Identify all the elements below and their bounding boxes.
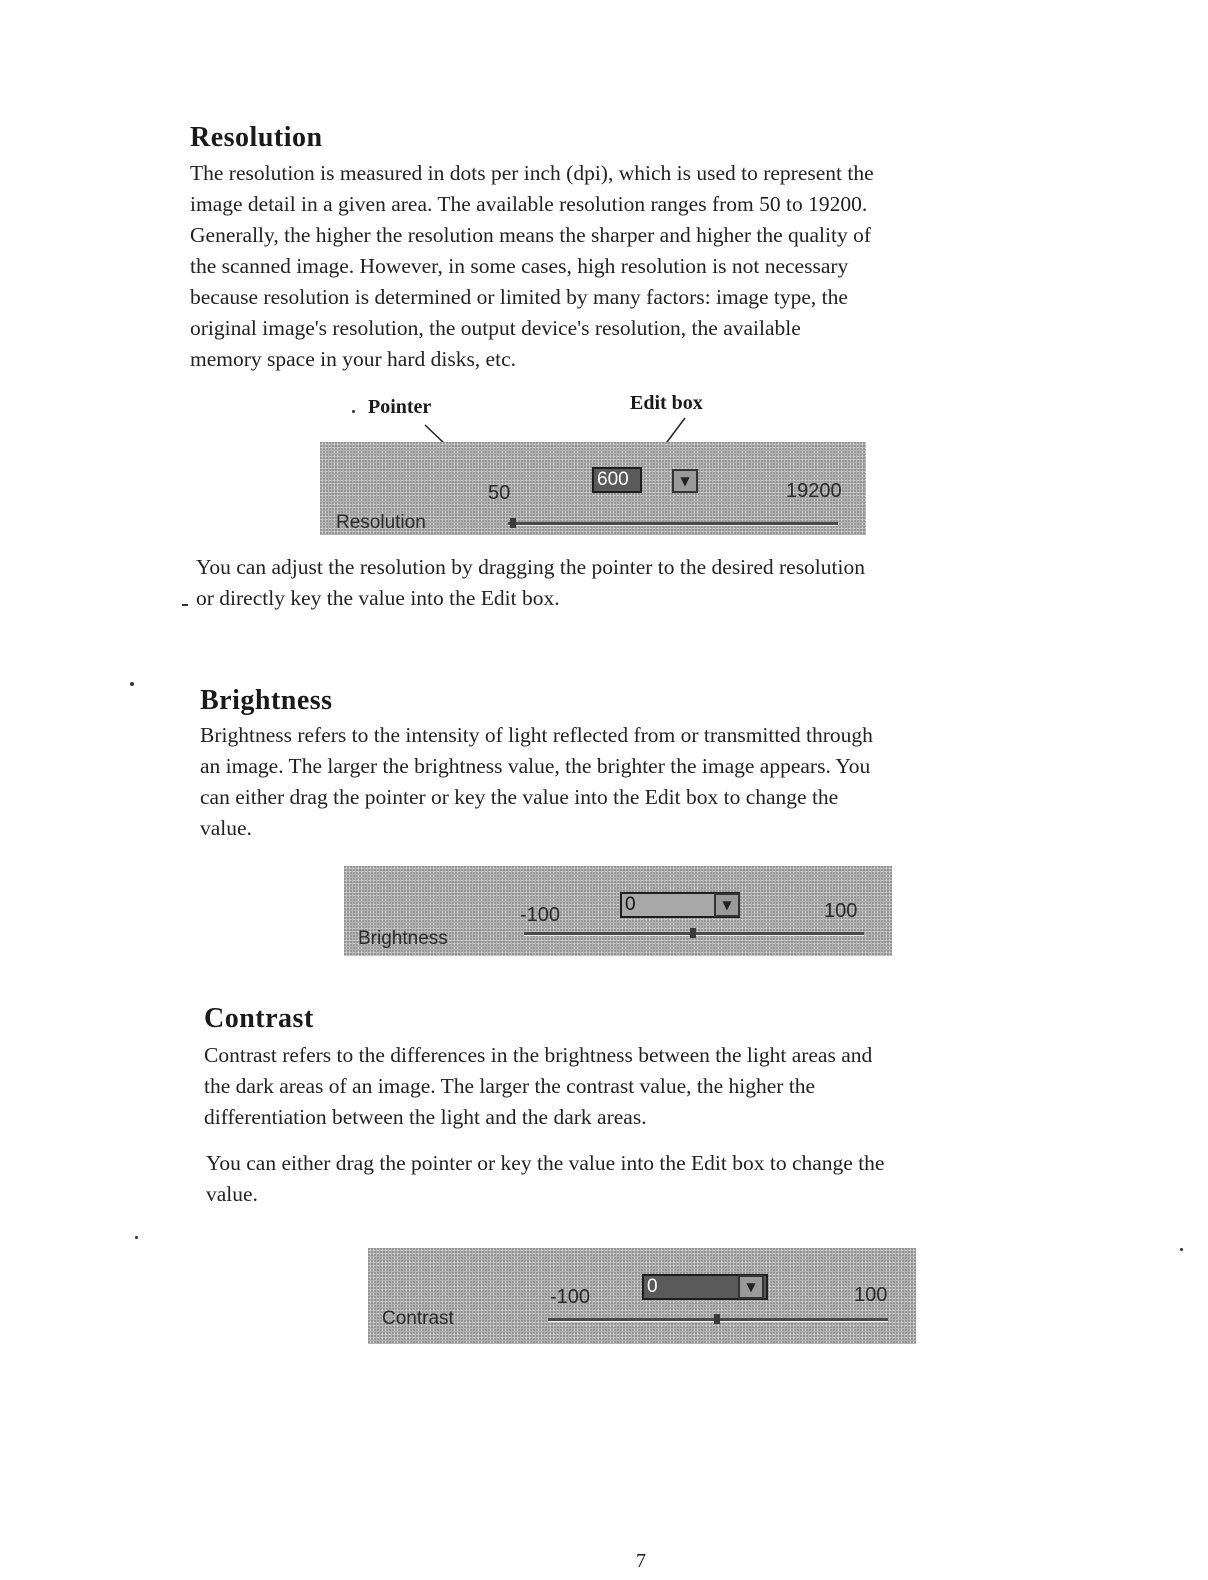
brightness-slider-pointer[interactable] — [690, 928, 696, 938]
text-line: You can adjust the resolution by dragging the pointer to the desired resolution — [196, 555, 865, 579]
text-line: because resolution is determined or limited by many factors: image type, the — [190, 285, 848, 309]
contrast-slider-label: Contrast — [382, 1308, 454, 1329]
scan-speck — [135, 1236, 138, 1239]
brightness-edit-box[interactable]: 0 — [620, 892, 740, 918]
text-line: Contrast refers to the differences in the brightness between the light areas and — [204, 1043, 873, 1067]
contrast-heading: Contrast — [204, 1003, 314, 1034]
contrast-instruction — [206, 1148, 1086, 1210]
text-line: Generally, the higher the resolution means the sharper and higher the quality of — [190, 223, 872, 247]
editbox-callout-label: Edit box — [630, 392, 703, 414]
resolution-instruction — [196, 552, 1076, 614]
text-line: memory space in your hard disks, etc. — [190, 347, 516, 371]
resolution-heading: Resolution — [190, 122, 323, 153]
spin-down-icon[interactable]: ▼ — [714, 893, 740, 917]
resolution-edit-box[interactable]: 600 — [592, 467, 642, 493]
contrast-edit-box[interactable]: 0 — [642, 1274, 768, 1300]
text-line: original image's resolution, the output device's resolution, the available — [190, 316, 801, 340]
brightness-slider-control — [344, 866, 892, 956]
text-line: value. — [206, 1182, 258, 1206]
brightness-heading: Brightness — [200, 685, 333, 716]
brightness-min-value: -100 — [520, 904, 561, 926]
text-line: You can either drag the pointer or key the value into the Edit box to change the — [206, 1151, 885, 1175]
spin-down-icon[interactable]: ▼ — [738, 1275, 764, 1299]
resolution-slider-track[interactable] — [508, 522, 838, 526]
brightness-max-value: 100 — [824, 900, 858, 922]
resolution-slider-pointer[interactable] — [510, 518, 516, 528]
text-line: Brightness refers to the intensity of light reflected from or transmitted through — [200, 723, 873, 747]
text-line: or directly key the value into the Edit box. — [196, 586, 560, 610]
brightness-slider-label: Brightness — [358, 928, 448, 949]
spin-down-icon[interactable]: ▼ — [672, 469, 698, 493]
resolution-min-value: 50 — [488, 482, 511, 504]
scan-speck — [352, 410, 355, 413]
text-line: the scanned image. However, in some cases, high resolution is not necessary — [190, 254, 849, 278]
resolution-slider-control — [320, 442, 866, 535]
contrast-max-value: 100 — [854, 1284, 888, 1306]
contrast-slider-pointer[interactable] — [714, 1314, 720, 1324]
text-line: differentiation between the light and the dark areas. — [204, 1105, 647, 1129]
pointer-callout-label: Pointer — [368, 396, 432, 418]
text-line: the dark areas of an image. The larger the contrast value, the higher the — [204, 1074, 816, 1098]
text-line: The resolution is measured in dots per inch (dpi), which is used to represent the — [190, 161, 874, 185]
page-number: 7 — [636, 1550, 646, 1572]
scan-speck — [130, 682, 134, 686]
brightness-paragraph — [200, 720, 1080, 844]
text-line: image detail in a given area. The available resolution ranges from 50 to 19200. — [190, 192, 868, 216]
scan-speck — [182, 604, 188, 606]
contrast-min-value: -100 — [550, 1286, 591, 1308]
resolution-slider-label: Resolution — [336, 512, 426, 533]
contrast-slider-control — [368, 1248, 916, 1344]
contrast-paragraph — [204, 1040, 1084, 1133]
text-line: value. — [200, 816, 252, 840]
text-line: an image. The larger the brightness value, the brighter the image appears. You — [200, 754, 871, 778]
scan-speck — [1180, 1248, 1183, 1251]
resolution-max-value: 19200 — [786, 480, 842, 502]
text-line: can either drag the pointer or key the value into the Edit box to change the — [200, 785, 839, 809]
